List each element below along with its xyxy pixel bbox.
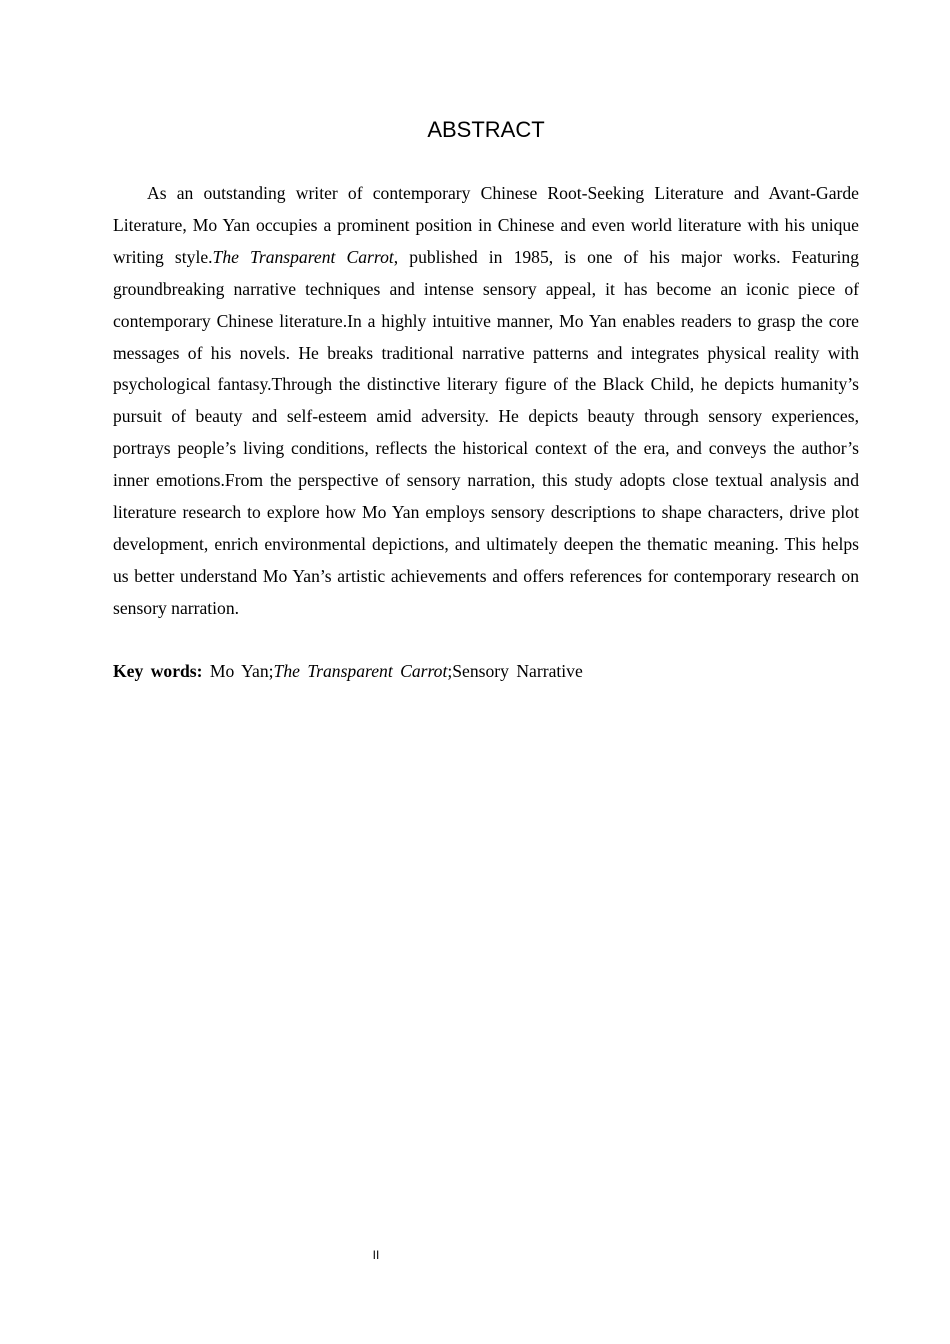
page-number: II [372,1248,380,1262]
keywords-line [113,656,859,688]
abstract-text-part2: , published in 1985, is one of his major works. Featuring groundbreaking narrative techniques and intense sensory appeal, it has become an iconic piece of contemporary Chinese literature.In a highly intuitive manner, Mo Yan enables readers to grasp the core messages of his novels. He breaks traditional narrative patterns and integrates physical reality with psychological fantasy.Through the distinctive literary figure of the Black Child, he depicts humanity’s pursuit of beauty and self-esteem amid adversity. He depicts beauty through sensory experiences, portrays people’s living conditions, reflects the historical context of the era, and conveys the author’s inner emotions.From the perspective of sensory narration, this study adopts close textual analysis and literature research to explore how Mo Yan employs sensory descriptions to shape characters, drive plot development, enrich environmental depictions, and ultimately deepen the thematic meaning. This helps us better understand Mo Yan’s artistic achievements and offers references for contemporary research on sensory narration. [113,246,860,618]
abstract-paragraph [113,178,859,625]
keyword-work-title: The Transparent Carrot [273,661,448,681]
page-title: ABSTRACT [427,117,545,142]
keyword-sensory-narrative: ;Sensory Narrative [447,661,583,681]
abstract-work-title: The Transparent Carrot [212,246,394,267]
keyword-mo-yan: Mo Yan; [209,661,274,681]
keywords-label: Key words: [113,661,203,681]
abstract-text-part1: As an outstanding writer of contemporary Chinese Root-Seeking Literature and Avant-Garde Literature, Mo Yan occupies a prominent position in Chinese and even world literature with his unique writing style. [113,183,859,267]
